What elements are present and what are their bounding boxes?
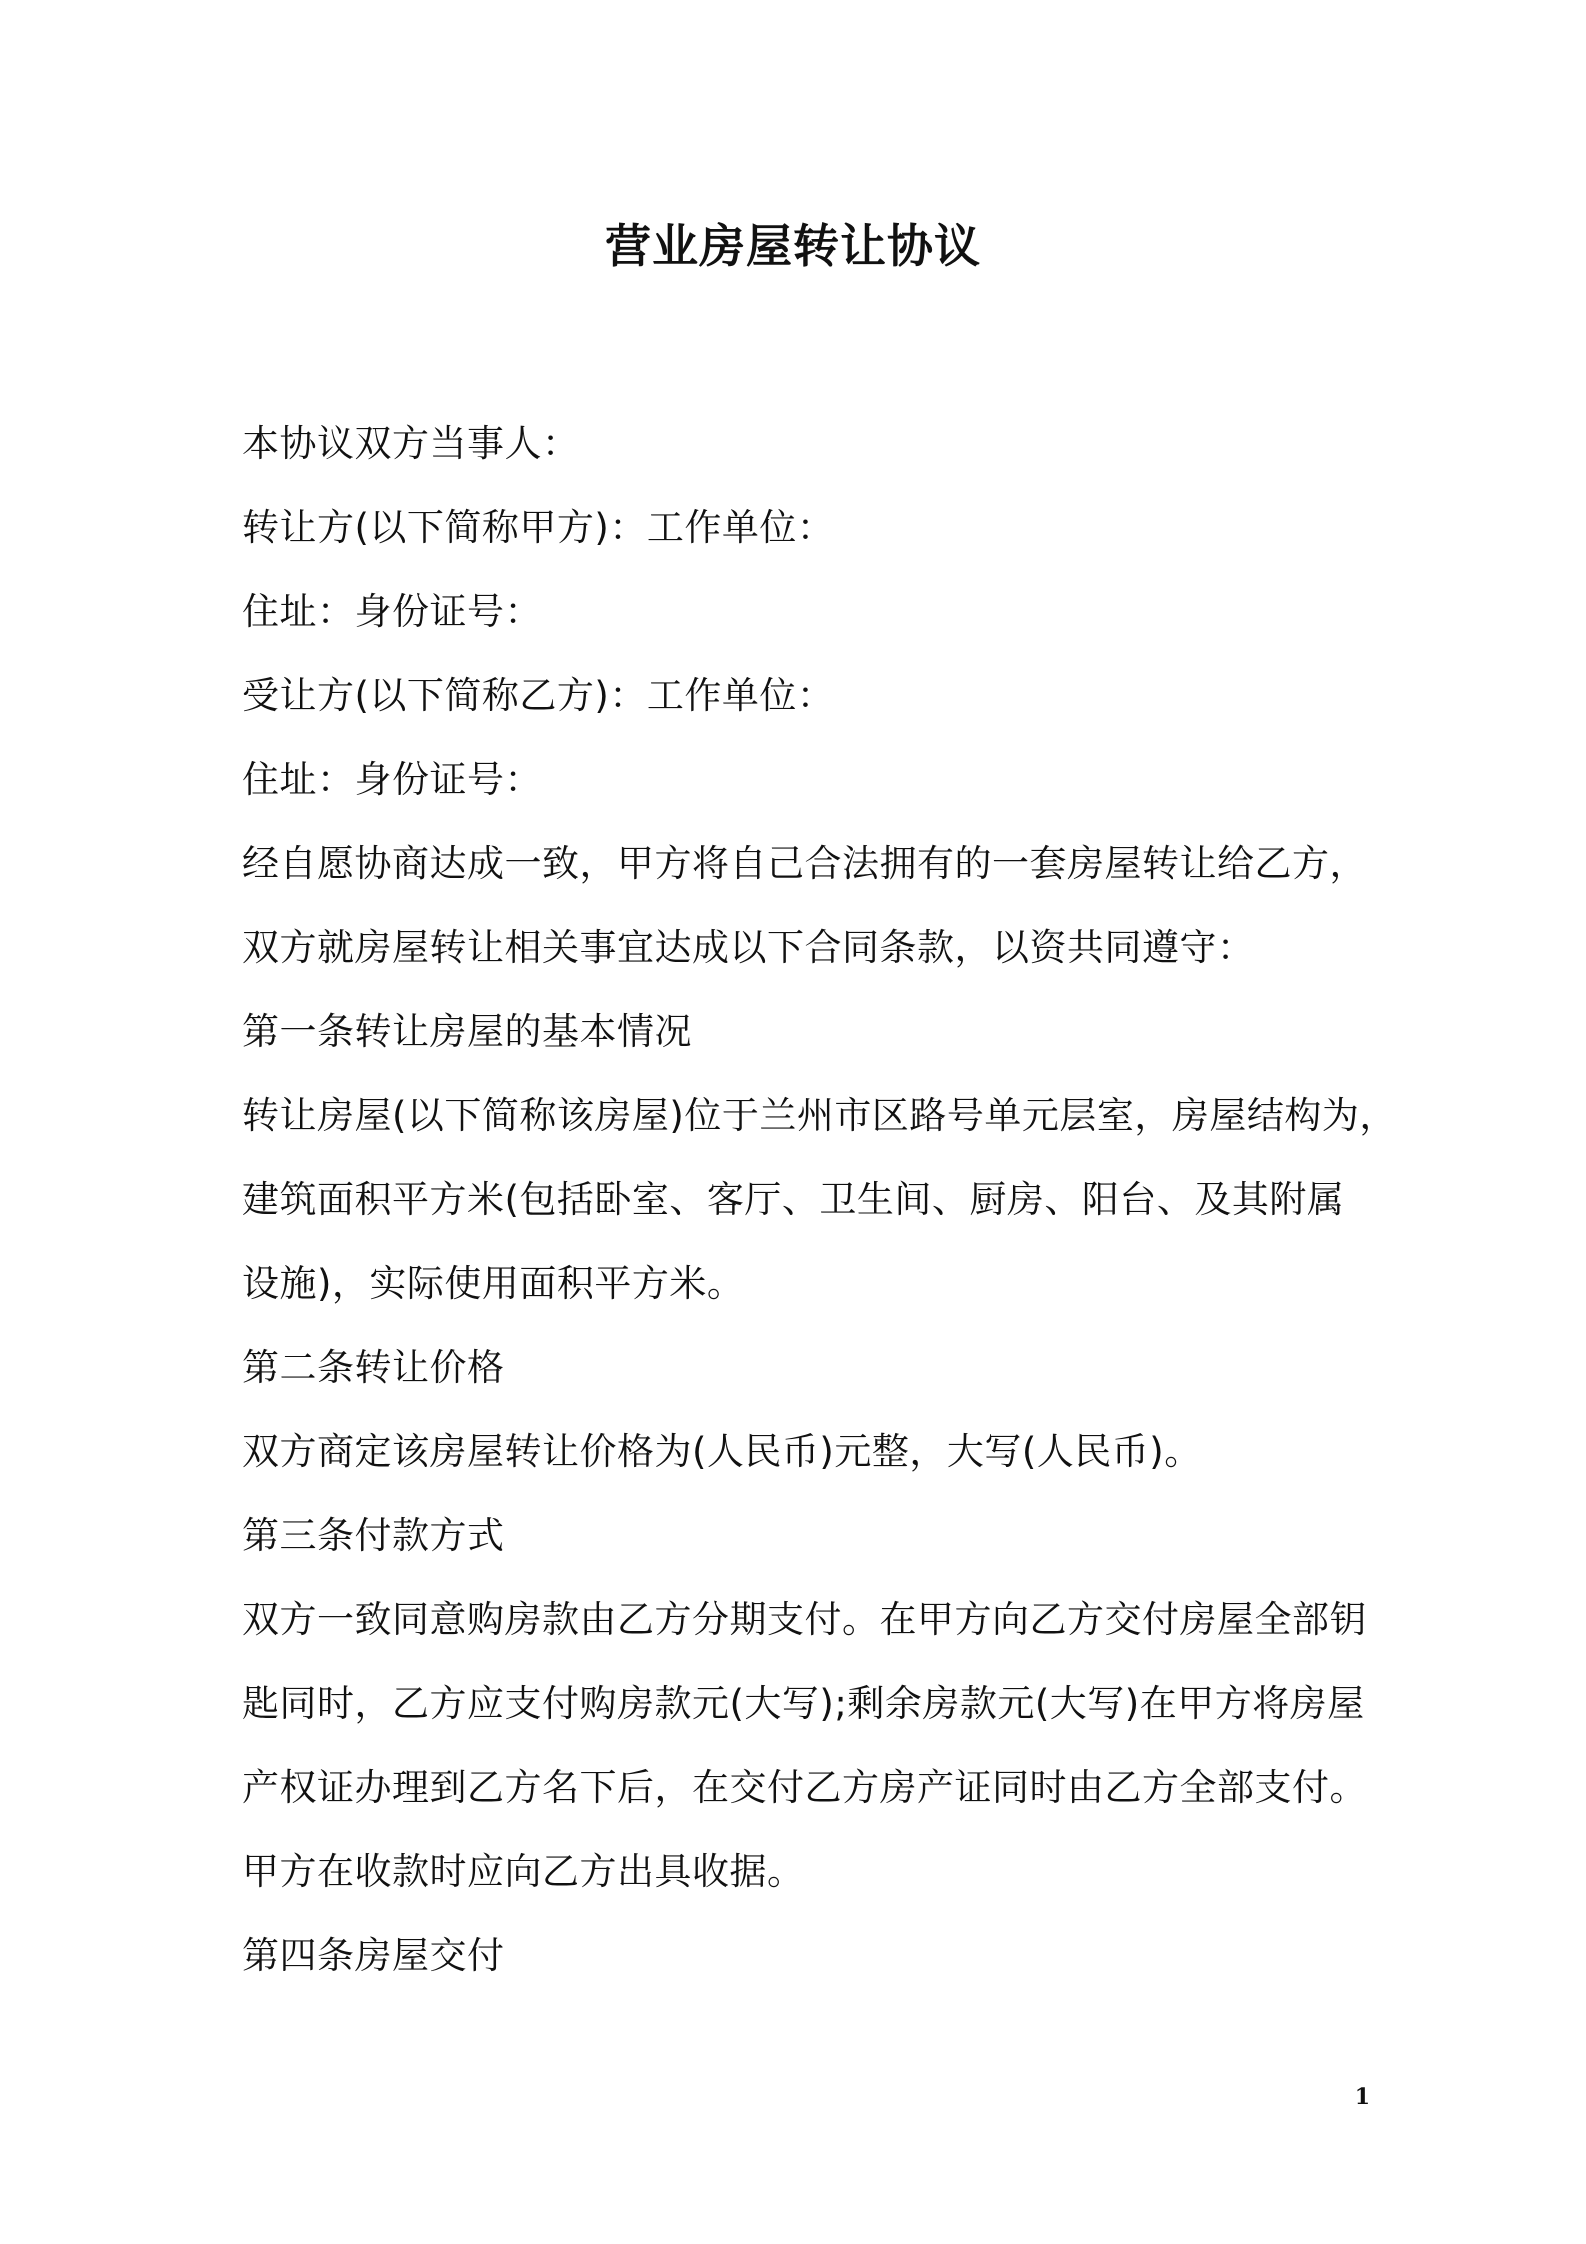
page-number: 1 bbox=[1354, 2084, 1370, 2110]
section-heading-article-1: 第一条转让房屋的基本情况 bbox=[242, 1010, 692, 1053]
text-line-transferor-address: 住址：身份证号： bbox=[242, 590, 542, 633]
text-line-article-3-c: 产权证办理到乙方名下后，在交付乙方房产证同时由乙方全部支付。 bbox=[242, 1766, 1367, 1809]
document-title: 营业房屋转让协议 bbox=[605, 219, 981, 273]
text-line-preamble-1: 经自愿协商达成一致，甲方将自己合法拥有的一套房屋转让给乙方， bbox=[242, 842, 1367, 885]
text-line-parties-intro: 本协议双方当事人： bbox=[242, 422, 580, 465]
section-heading-article-2: 第二条转让价格 bbox=[242, 1346, 505, 1389]
document-body bbox=[242, 402, 1397, 1998]
text-line-transferee: 受让方(以下简称乙方)：工作单位： bbox=[242, 674, 835, 717]
text-line-article-2-a: 双方商定该房屋转让价格为(人民币)元整，大写(人民币)。 bbox=[242, 1430, 1202, 1473]
text-line-article-3-d: 甲方在收款时应向乙方出具收据。 bbox=[242, 1850, 805, 1893]
text-line-article-1-c: 设施)，实际使用面积平方米。 bbox=[242, 1262, 745, 1305]
text-line-article-1-b: 建筑面积平方米(包括卧室、客厅、卫生间、厨房、阳台、及其附属 bbox=[242, 1178, 1345, 1221]
text-line-article-3-b: 匙同时，乙方应支付购房款元(大写);剩余房款元(大写)在甲方将房屋 bbox=[242, 1682, 1365, 1725]
text-line-preamble-2: 双方就房屋转让相关事宜达成以下合同条款，以资共同遵守： bbox=[242, 926, 1255, 969]
text-line-transferee-address: 住址：身份证号： bbox=[242, 758, 542, 801]
text-line-article-1-a: 转让房屋(以下简称该房屋)位于兰州市区路号单元层室，房屋结构为， bbox=[242, 1094, 1397, 1137]
section-heading-article-3: 第三条付款方式 bbox=[242, 1514, 505, 1557]
text-line-article-3-a: 双方一致同意购房款由乙方分期支付。在甲方向乙方交付房屋全部钥 bbox=[242, 1598, 1367, 1641]
text-line-transferor: 转让方(以下简称甲方)：工作单位： bbox=[242, 506, 835, 549]
section-heading-article-4: 第四条房屋交付 bbox=[242, 1934, 505, 1977]
